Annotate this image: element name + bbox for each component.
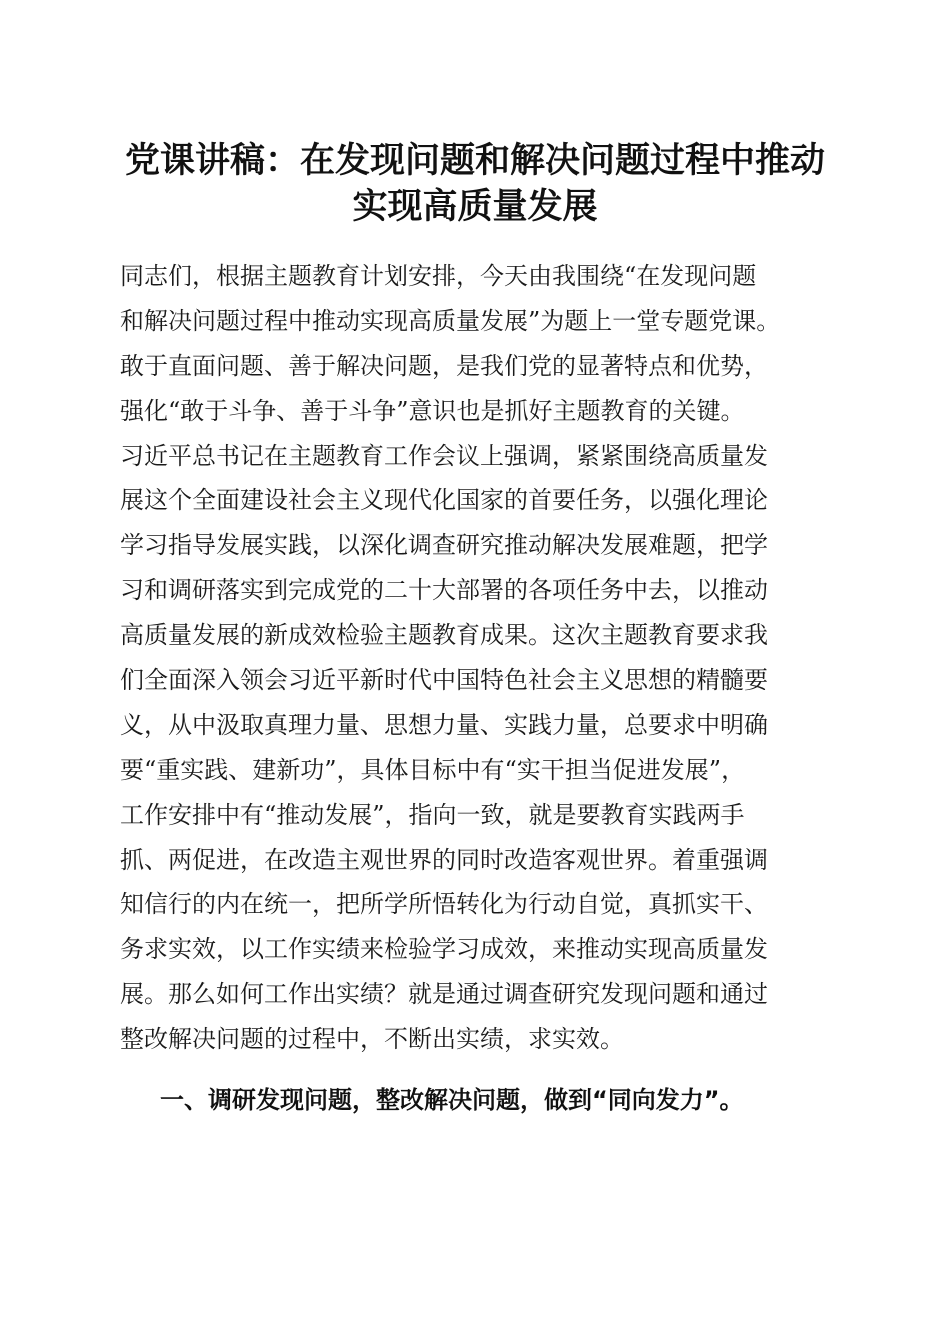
document-title	[100, 138, 850, 230]
body-line: 学习指导发展实践，以深化调查研究推动解决发展难题，把学	[120, 531, 768, 560]
body-line: 工作安排中有“推动发展”，指向一致，就是要教育实践两手	[120, 800, 745, 829]
section-heading: 一、调研发现问题，整改解决问题，做到“同向发力”。	[160, 1086, 744, 1114]
title-line-2: 实现高质量发展	[352, 186, 598, 227]
body-line: 习近平总书记在主题教育工作会议上强调，紧紧围绕高质量发	[120, 441, 768, 470]
body-line: 抓、两促进，在改造主观世界的同时改造客观世界。着重强调	[120, 845, 768, 874]
body-line: 整改解决问题的过程中，不断出实绩，求实效。	[120, 1025, 624, 1054]
title-line-1: 党课讲稿：在发现问题和解决问题过程中推动	[124, 140, 825, 181]
body-line: 展。那么如何工作出实绩？就是通过调查研究发现问题和通过	[120, 980, 768, 1009]
body-line: 知信行的内在统一，把所学所悟转化为行动自觉，真抓实干、	[120, 890, 768, 919]
body-line: 高质量发展的新成效检验主题教育成果。这次主题教育要求我	[120, 621, 768, 650]
body-line: 习和调研落实到完成党的二十大部署的各项任务中去，以推动	[120, 576, 768, 605]
body-line: 务求实效，以工作实绩来检验学习成效，来推动实现高质量发	[120, 935, 768, 964]
body-paragraph	[120, 254, 840, 1062]
body-line: 强化“敢于斗争、善于斗争”意识也是抓好主题教育的关键。	[120, 396, 745, 425]
body-line: 展这个全面建设社会主义现代化国家的首要任务，以强化理论	[120, 486, 768, 515]
body-line: 和解决问题过程中推动实现高质量发展”为题上一堂专题党课。	[120, 306, 781, 335]
body-line: 同志们，根据主题教育计划安排，今天由我围绕“在发现问题	[120, 262, 757, 290]
body-line: 们全面深入领会习近平新时代中国特色社会主义思想的精髓要	[120, 666, 768, 695]
body-line: 敢于直面问题、善于解决问题，是我们党的显著特点和优势，	[120, 351, 768, 380]
body-line: 义，从中汲取真理力量、思想力量、实践力量，总要求中明确	[120, 710, 768, 739]
body-line: 要“重实践、建新功”，具体目标中有“实干担当促进发展”，	[120, 755, 746, 784]
